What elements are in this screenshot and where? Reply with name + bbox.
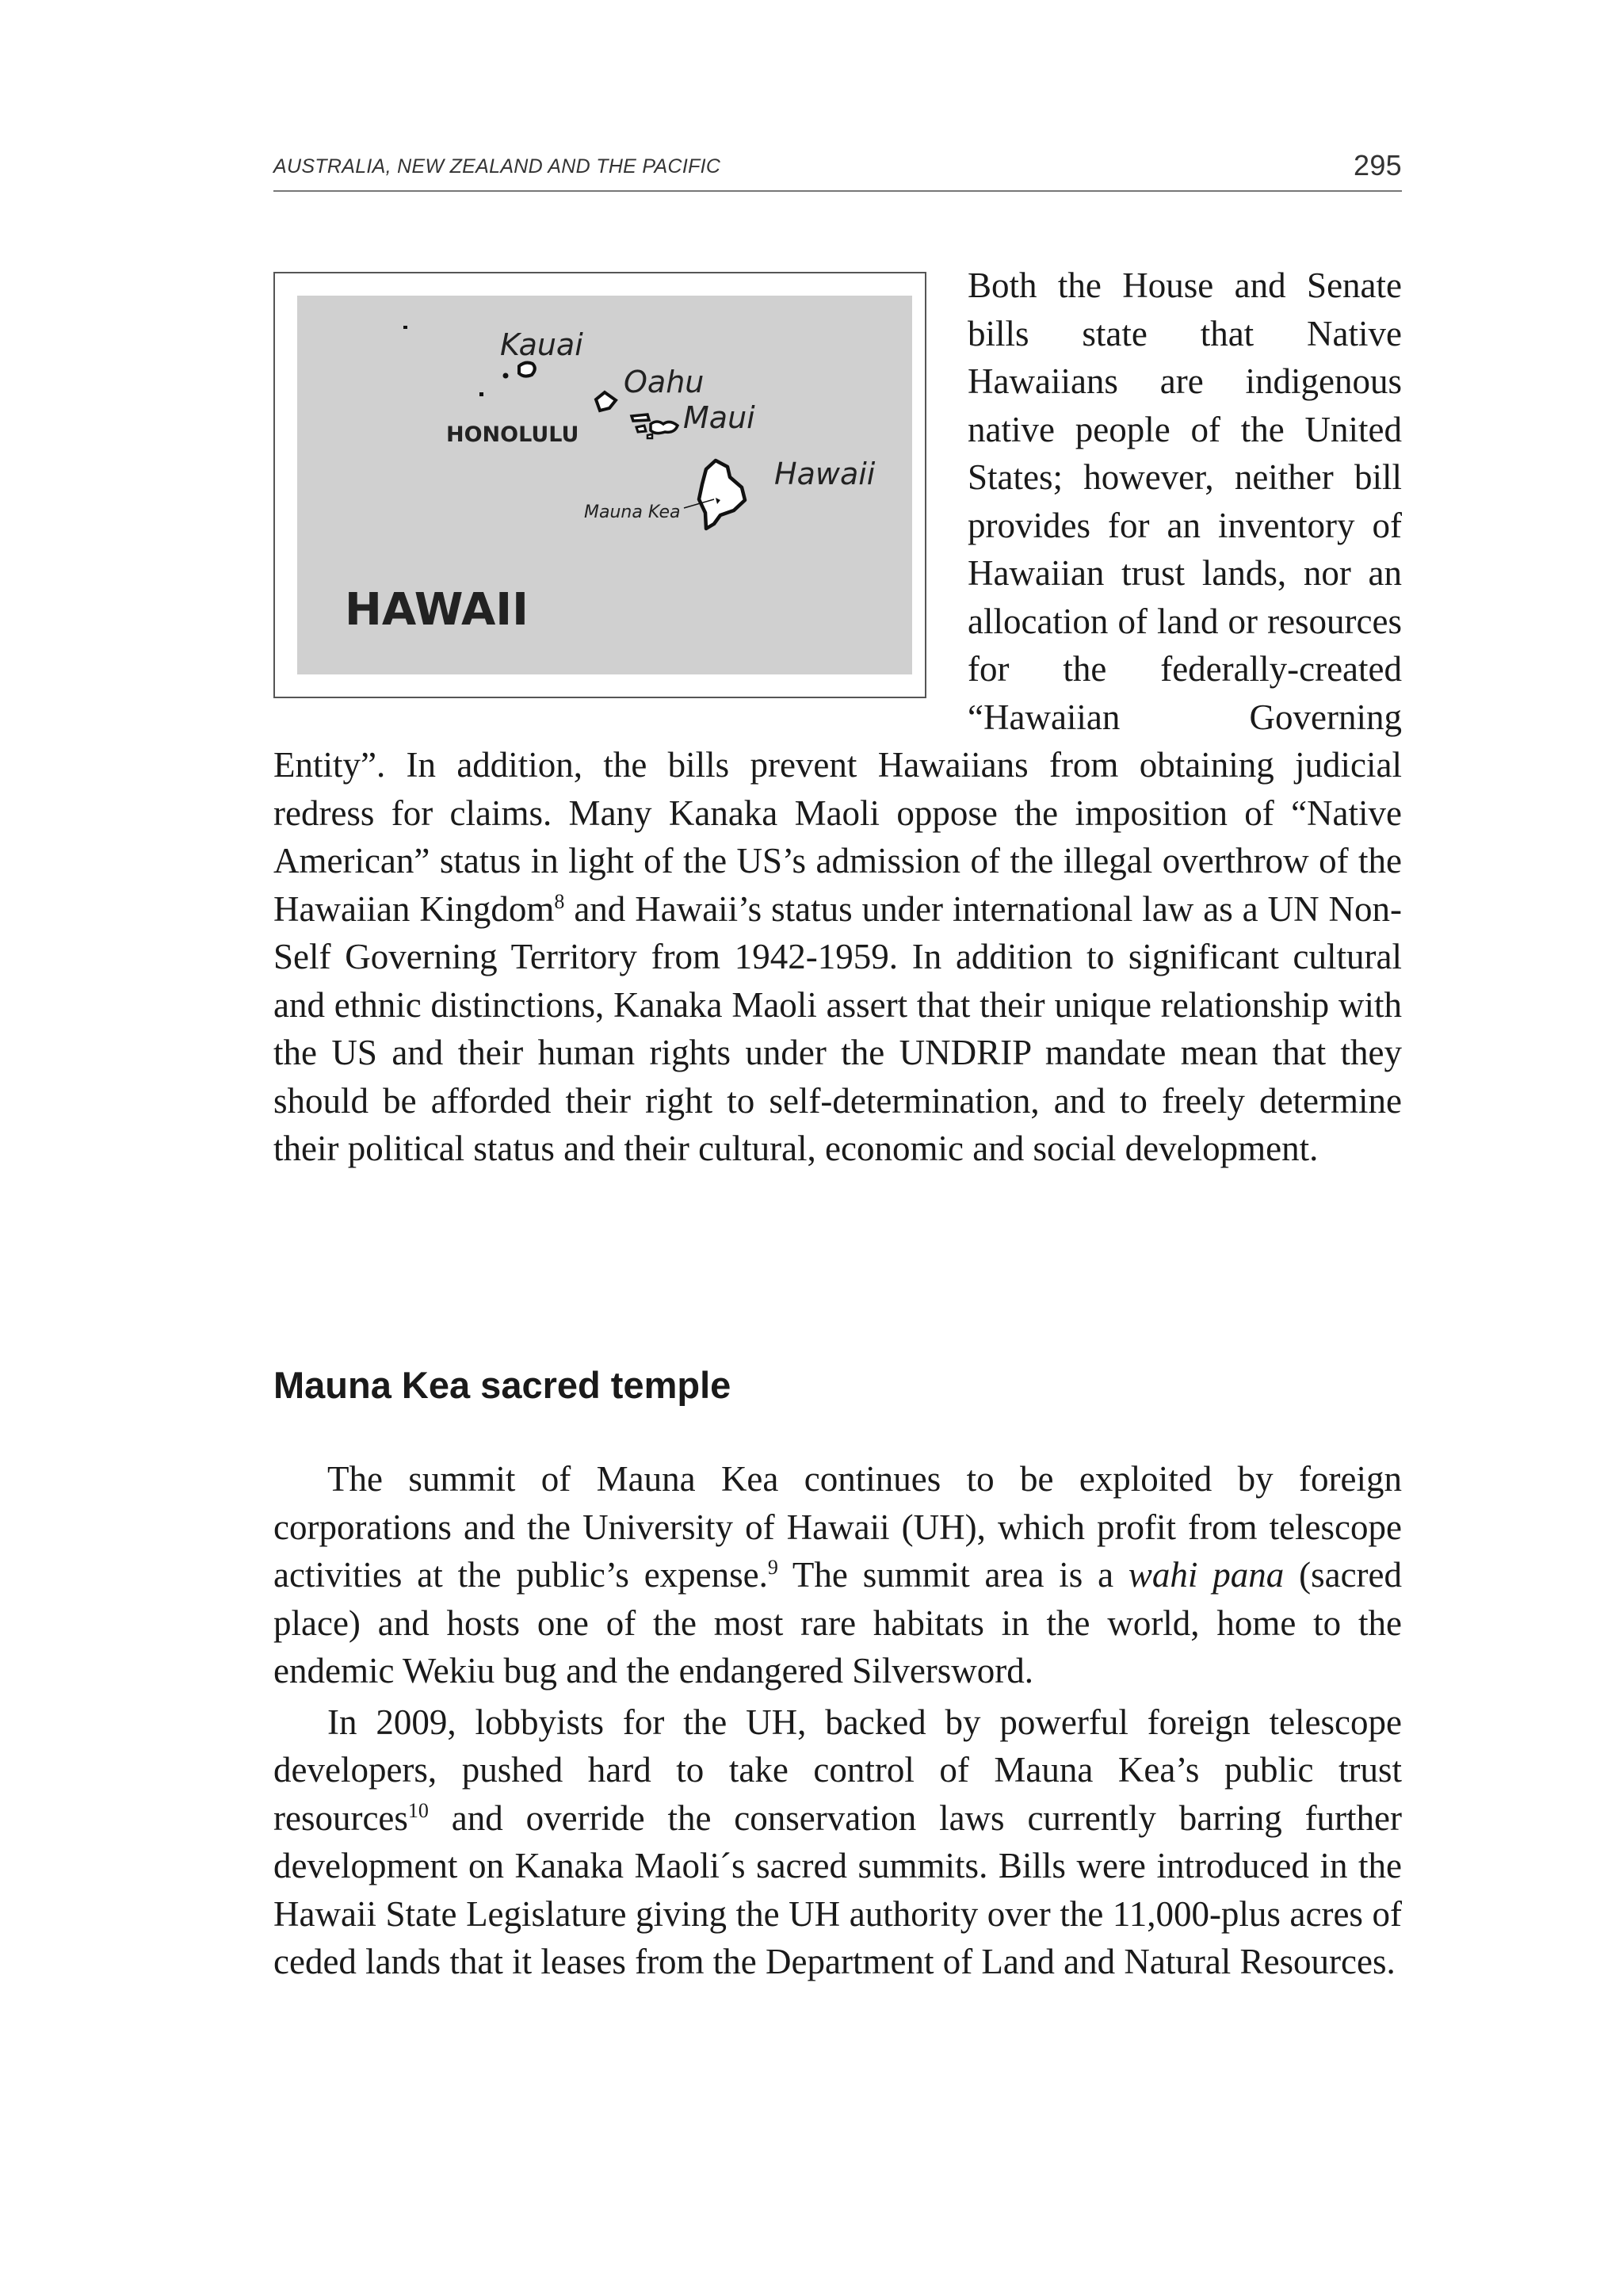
honolulu-label: HONOLULU	[446, 422, 579, 447]
intro-text-a: Both the House and Senate bills state that Native Hawaiians are indigenous native people of the United States; however, neither bill provides for an inventory of Hawaiian trust lands, nor an allocation of land or resources for the federally-created “Hawaiian Governing Entity”. In addition, the bills prevent Hawaiians from obtaining judicial redress for claims. Many Kanaka Maoli oppose the imposition of “Native American” status in light of the US’s admission of the illegal overthrow of the Hawaiian Kingdom	[273, 266, 1402, 929]
maui-label: Maui	[683, 400, 755, 435]
intro-body	[273, 262, 1402, 1173]
lanai-island	[636, 426, 646, 432]
section-paragraph-1	[273, 1455, 1402, 1695]
kauai-label: Kauai	[500, 327, 583, 362]
section-heading: Mauna Kea sacred temple	[273, 1364, 731, 1406]
footnote-9[interactable]: 9	[767, 1556, 778, 1579]
kauai-island	[519, 363, 535, 376]
section-body	[273, 1455, 1402, 1986]
hawaii-map	[275, 273, 925, 697]
hawaii-map-figure	[273, 272, 926, 698]
maui-island	[651, 422, 678, 434]
p2-text-a: In 2009, lobbyists for the UH, backed by powerful foreign telescope developers, pushed hard to take control of Mauna Kea’s public trust resources	[273, 1702, 1402, 1838]
p1-italic-term: wahi pana	[1128, 1555, 1285, 1595]
hawaii-label: Hawaii	[774, 457, 876, 491]
niihau-island	[403, 326, 407, 329]
kahoolawe-island	[647, 434, 652, 438]
section-paragraph-2	[273, 1698, 1402, 1986]
lehua-dot	[479, 392, 483, 396]
oahu-label: Oahu	[624, 365, 705, 399]
molokai-island	[632, 415, 649, 421]
kauai-islet	[503, 373, 509, 379]
header-rule	[273, 190, 1402, 192]
page-number: 295	[1354, 149, 1402, 181]
p1-text-a: The summit of Mauna Kea continues to be exploited by foreign corporations and the University of Hawaii (UH), which profit from telescope activities at the public’s expense.	[273, 1459, 1402, 1595]
running-header	[273, 149, 1402, 181]
footnote-8[interactable]: 8	[554, 889, 565, 913]
p1-text-c: (sacred place) and hosts one of the most rare habitats in the world, home to the endemic Wekiu bug and the endangered Silversword.	[273, 1555, 1403, 1690]
intro-text-b: and Hawaii’s status under international law as a UN Non-Self Governing Territory from 1942-1959. In addition to significant cultural and ethnic distinctions, Kanaka Maoli assert that their unique relationship with the US and their human rights under the UNDRIP mandate mean that they should be afforded their right to self-determination, and to freely determine their political status and their cultural, economic and social development.	[273, 888, 1403, 1168]
mauna-kea-label: Mauna Kea	[584, 502, 681, 522]
running-title: AUSTRALIA, NEW ZEALAND AND THE PACIFIC	[273, 155, 721, 178]
footnote-10[interactable]: 10	[407, 1798, 429, 1822]
p2-text-b: and override the conservation laws currently barring further development on Kanaka Maoli´s sacred summits. Bills were introduced in the Hawaii State Legislature giving the UH authority over the 11,000-plus acres of ceded lands that it leases from the Department of Land and Natural Resources.	[273, 1797, 1402, 1981]
map-title: HAWAII	[345, 584, 529, 636]
p1-text-b: The summit area is a	[777, 1555, 1128, 1595]
